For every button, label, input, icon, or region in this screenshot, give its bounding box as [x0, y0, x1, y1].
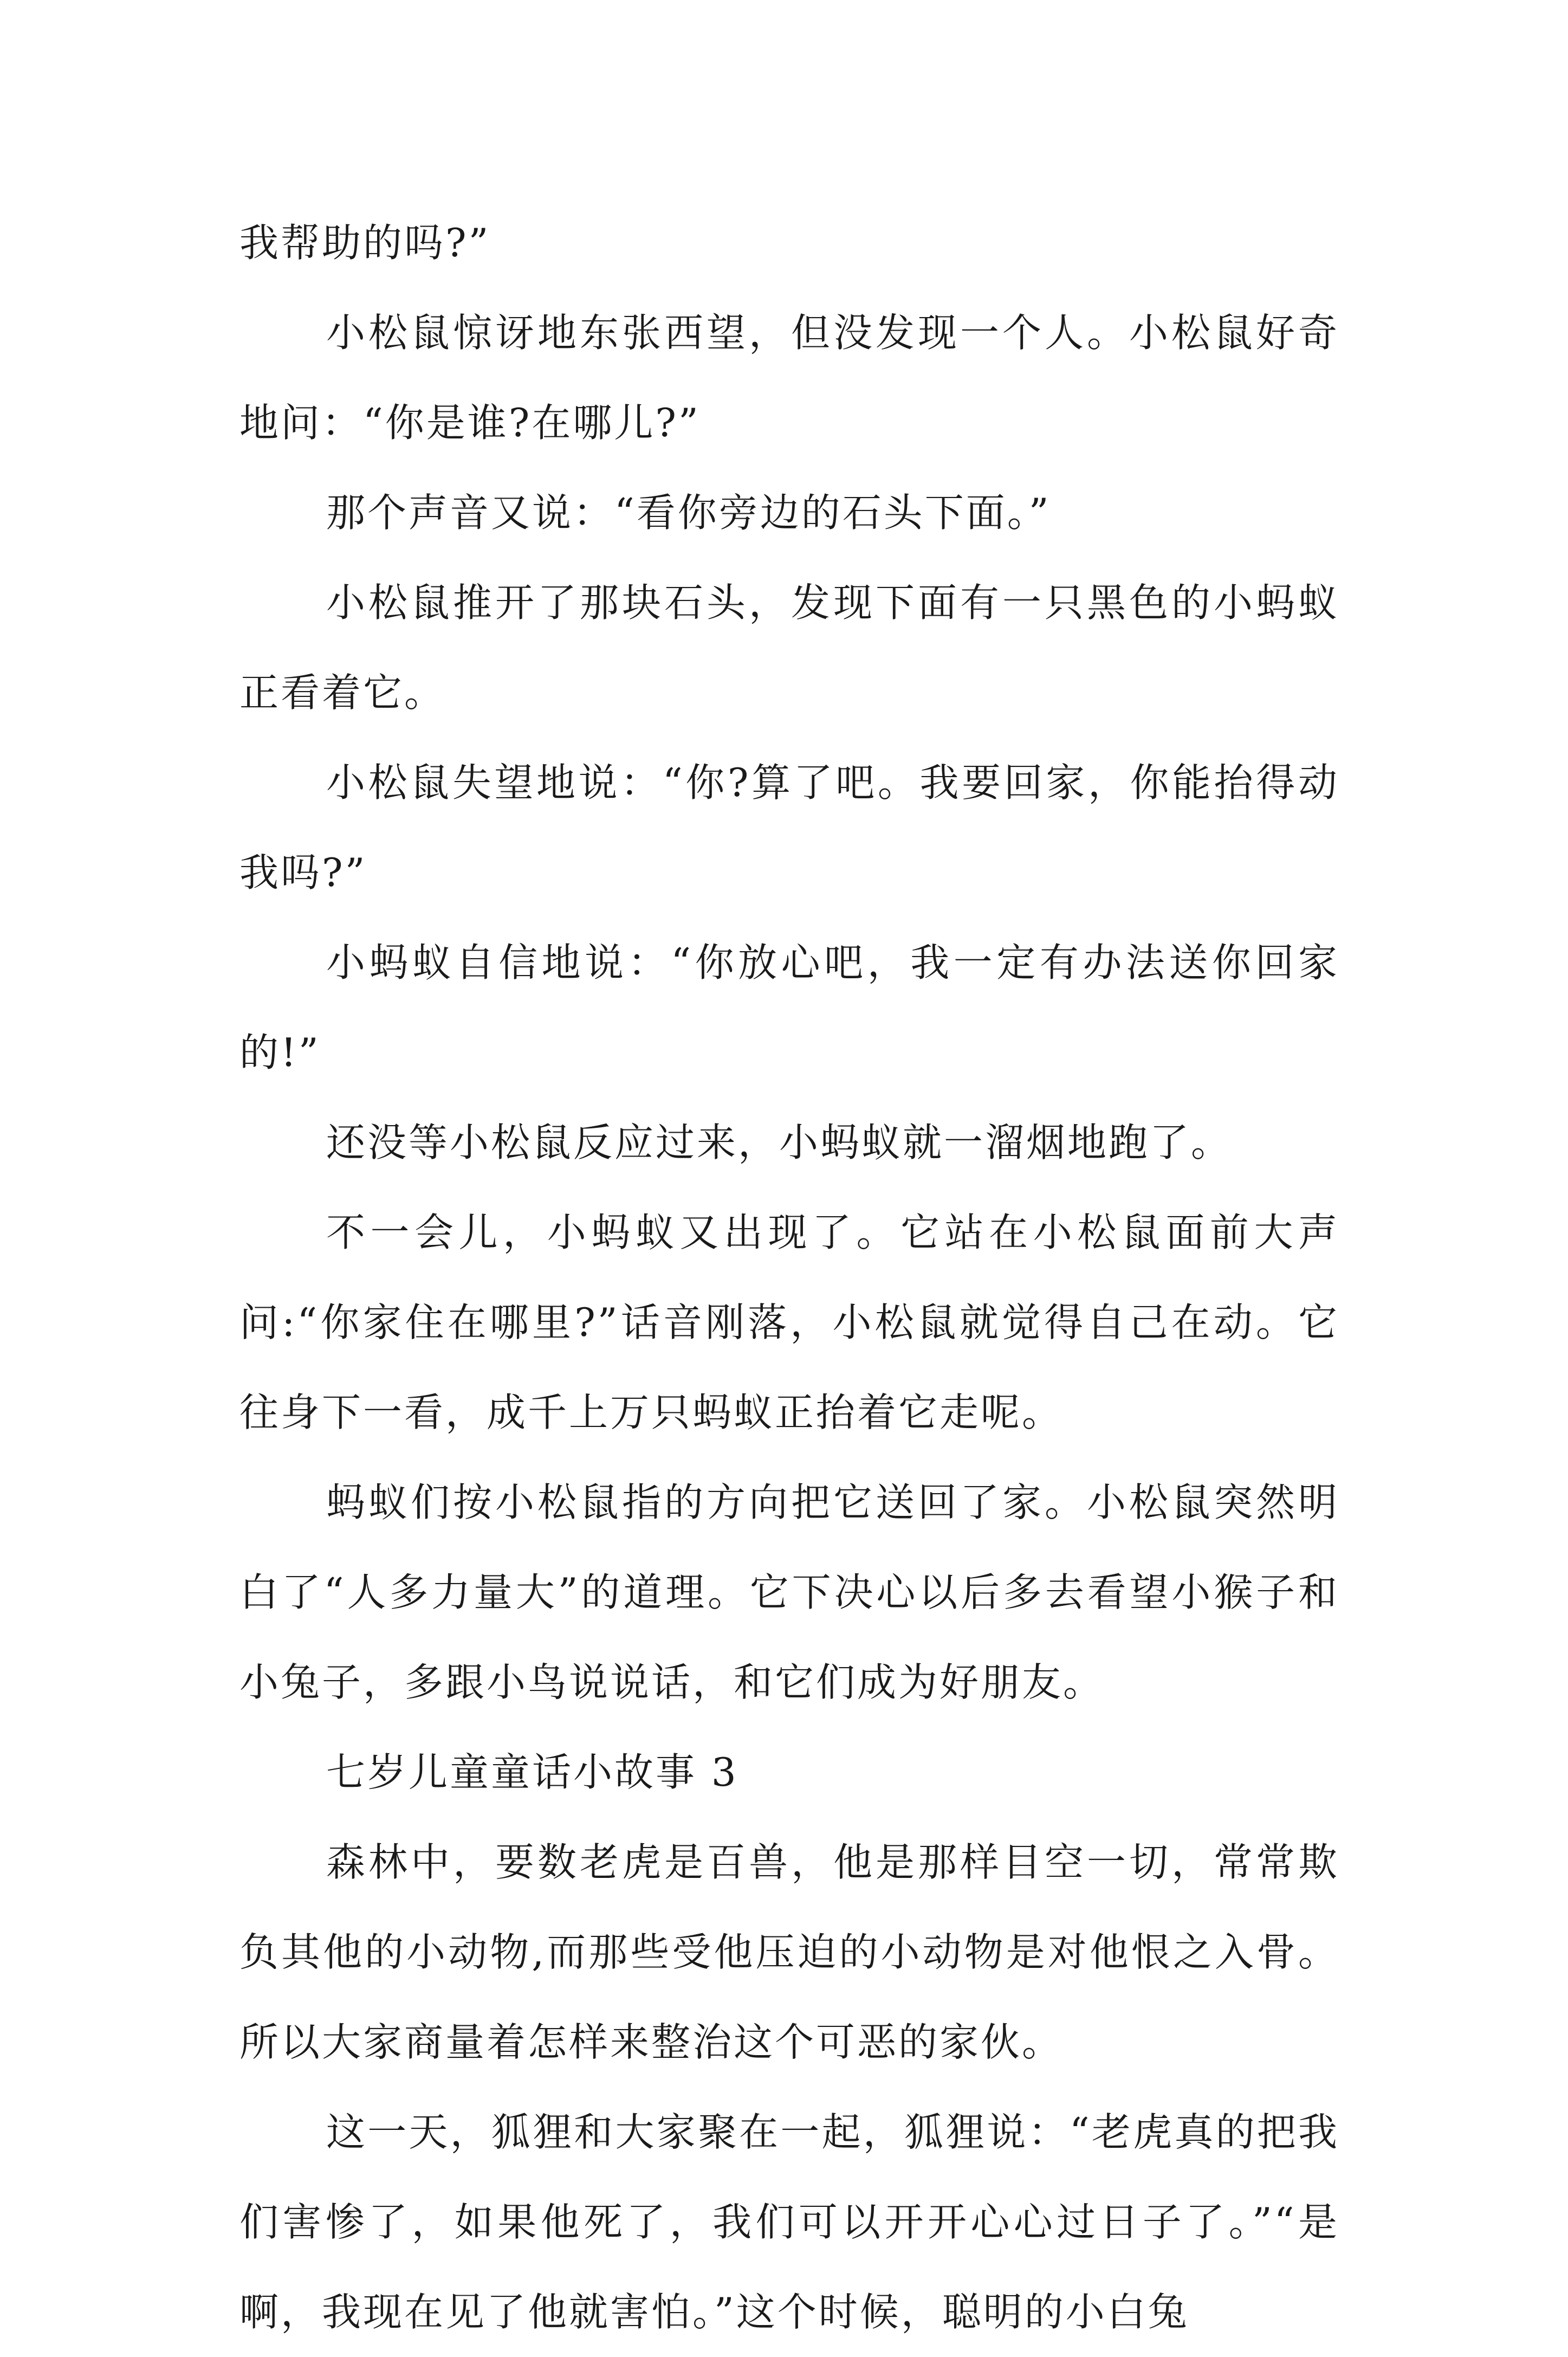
paragraph-4: 小松鼠推开了那块石头，发现下面有一只黑色的小蚂蚁正看着它。 — [239, 580, 1339, 715]
paragraph-2: 小松鼠惊讶地东张西望，但没发现一个人。小松鼠好奇地问：“你是谁?在哪儿?” — [239, 310, 1339, 445]
paragraph-8: 不一会儿，小蚂蚁又出现了。它站在小松鼠面前大声问:“你家住在哪里?”话音刚落，小松鼠就觉得自己在动。它往身下一看，成千上万只蚂蚁正抬着它走呢。 — [239, 1210, 1339, 1435]
paragraph-7: 还没等小松鼠反应过来，小蚂蚁就一溜烟地跑了。 — [326, 1120, 1233, 1165]
paragraph-1: 我帮助的吗?” — [239, 220, 491, 266]
section-heading: 七岁儿童童话小故事 3 — [326, 1749, 738, 1795]
paragraph-10: 森林中，要数老虎是百兽，他是那样目空一切，常常欺负其他的小动物,而那些受他压迫的小动物是对他恨之入骨。所以大家商量着怎样来整治这个可恶的家伙。 — [239, 1839, 1339, 2065]
paragraph-6: 小蚂蚁自信地说：“你放心吧，我一定有办法送你回家的!” — [239, 940, 1339, 1075]
document-body — [239, 198, 1339, 2357]
paragraph-5: 小松鼠失望地说：“你?算了吧。我要回家，你能抬得动我吗?” — [239, 760, 1339, 895]
paragraph-11: 这一天，狐狸和大家聚在一起，狐狸说：“老虎真的把我们害惨了，如果他死了，我们可以开开心心过日子了。”“是啊，我现在见了他就害怕。”这个时候，聪明的小白兔 — [239, 2109, 1339, 2335]
paragraph-3: 那个声音又说：“看你旁边的石头下面。” — [326, 490, 1051, 535]
paragraph-9: 蚂蚁们按小松鼠指的方向把它送回了家。小松鼠突然明白了“人多力量大”的道理。它下决心以后多去看望小猴子和小兔子，多跟小鸟说说话，和它们成为好朋友。 — [239, 1480, 1339, 1705]
